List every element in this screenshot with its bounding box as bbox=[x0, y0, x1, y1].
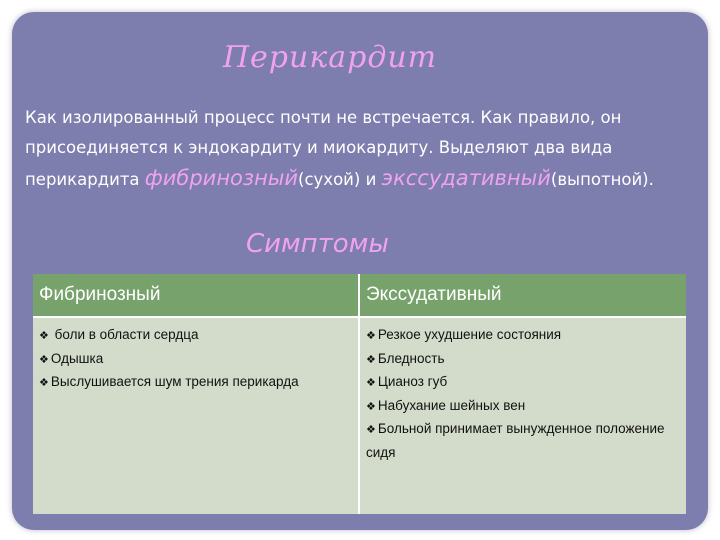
intro-text-1: Как изолированный процесс почти не встречается. Как правило, он присоединяется к эндокардиту и миокардиту. Выделяют два вида перикардита bbox=[25, 108, 622, 189]
diamond-bullet-icon: ❖ bbox=[366, 353, 376, 366]
intro-text-3: (выпотной). bbox=[550, 170, 654, 189]
intro-paragraph bbox=[25, 103, 695, 195]
list-item: ❖ Выслушивается шум трения перикарда bbox=[39, 374, 299, 389]
column-header-fibrinous: Фибринозный bbox=[33, 274, 360, 316]
slide-title: Перикардит bbox=[222, 40, 438, 75]
diamond-bullet-icon: ❖ bbox=[366, 400, 376, 413]
list-item: ❖ Бледность bbox=[366, 350, 445, 366]
list-item: ❖ Одышка bbox=[39, 350, 104, 366]
symptoms-table bbox=[33, 274, 686, 514]
diamond-bullet-icon: ❖ bbox=[39, 377, 49, 389]
diamond-bullet-icon: ❖ bbox=[366, 377, 376, 389]
exudative-symptoms-cell bbox=[360, 316, 686, 514]
diamond-bullet-icon: ❖ bbox=[366, 330, 376, 342]
column-header-exudative: Экссудативный bbox=[360, 274, 686, 316]
diamond-bullet-icon: ❖ bbox=[39, 330, 49, 342]
symptoms-heading: Симптомы bbox=[246, 229, 389, 259]
exudative-term: экссудативный bbox=[381, 166, 551, 190]
list-item: ❖ Цианоз губ bbox=[366, 374, 448, 389]
list-item: ❖ Резкое ухудшение состояния bbox=[366, 327, 562, 342]
intro-text-2: (сухой) и bbox=[298, 170, 382, 189]
list-item: ❖ боли в области сердца bbox=[39, 327, 199, 342]
diamond-bullet-icon: ❖ bbox=[39, 353, 49, 366]
diamond-bullet-icon: ❖ bbox=[366, 424, 376, 436]
fibrinous-symptoms-cell bbox=[33, 316, 360, 514]
list-item: ❖ Набухание шейных вен bbox=[366, 397, 526, 413]
fibrinous-term: фибринозный bbox=[144, 166, 299, 190]
list-item: ❖ Больной принимает вынужденное положение сидя bbox=[366, 421, 665, 460]
